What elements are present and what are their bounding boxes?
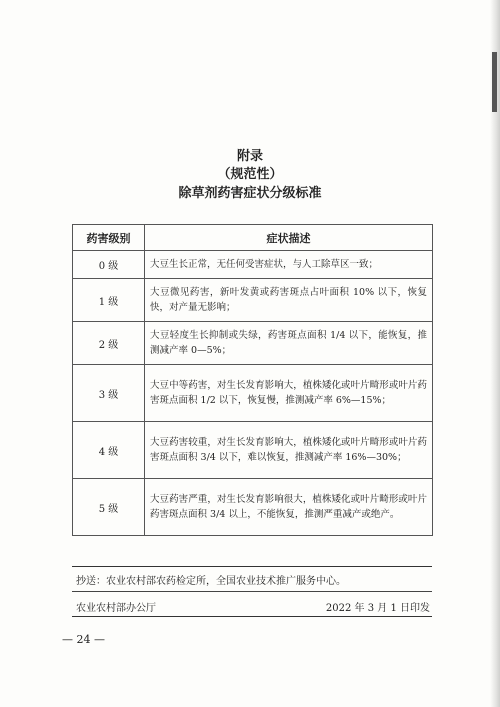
header-description: 症状描述 <box>145 225 433 251</box>
appendix-title: 除草剂药害症状分级标准 <box>178 186 322 201</box>
footer-rule-bottom <box>72 616 432 617</box>
issuing-office: 农业农村部办公厅 <box>76 603 156 614</box>
cc-note: 抄送：农业农村部农药检定所，全国农业技术推广服务中心。 <box>76 576 346 587</box>
grade-description: 大豆药害严重，对生长发育影响很大，植株矮化或叶片畸形或叶片药害斑点面积 3/4 以上，不能恢复，推测严重减产或绝产。 <box>145 479 433 536</box>
grade-description: 大豆生长正常，无任何受害症状，与人工除草区一致； <box>145 251 433 279</box>
damage-grade-table <box>72 224 433 536</box>
grade-level: 4 级 <box>73 422 145 479</box>
grade-level: 0 级 <box>73 251 145 279</box>
footer-rule-top <box>72 566 432 567</box>
grade-description: 大豆药害较重，对生长发育影响大，植株矮化或叶片畸形或叶片药害斑点面积 3/4 以下，难以恢复，推测减产率 16%—30%； <box>145 422 433 479</box>
grade-level: 1 级 <box>73 279 145 322</box>
binding-mark <box>492 52 497 112</box>
table-row <box>73 365 433 422</box>
appendix-label: 附录 <box>236 149 263 164</box>
table-row <box>73 251 433 279</box>
header-level: 药害级别 <box>73 225 145 251</box>
table-row <box>73 479 433 536</box>
grade-level: 2 级 <box>73 322 145 365</box>
grade-description: 大豆中等药害，对生长发育影响大，植株矮化或叶片畸形或叶片药害斑点面积 1/2 以下，恢复慢，推测减产率 6%—15%； <box>145 365 433 422</box>
issue-date: 2022 年 3 月 1 日印发 <box>325 603 430 614</box>
table-row <box>73 279 433 322</box>
appendix-nature: （规范性） <box>217 167 283 182</box>
grade-description: 大豆轻度生长抑制或失绿，药害斑点面积 1/4 以下，能恢复，推测减产率 0—5%； <box>145 322 433 365</box>
grade-description: 大豆微见药害，新叶发黄或药害斑点占叶面积 10% 以下，恢复快，对产量无影响； <box>145 279 433 322</box>
table-header-row <box>73 225 433 251</box>
table-row <box>73 422 433 479</box>
grade-level: 3 级 <box>73 365 145 422</box>
footer-rule-middle <box>72 591 432 592</box>
grade-level: 5 级 <box>73 479 145 536</box>
page-number: — 24 — <box>62 633 105 646</box>
table-row <box>73 322 433 365</box>
